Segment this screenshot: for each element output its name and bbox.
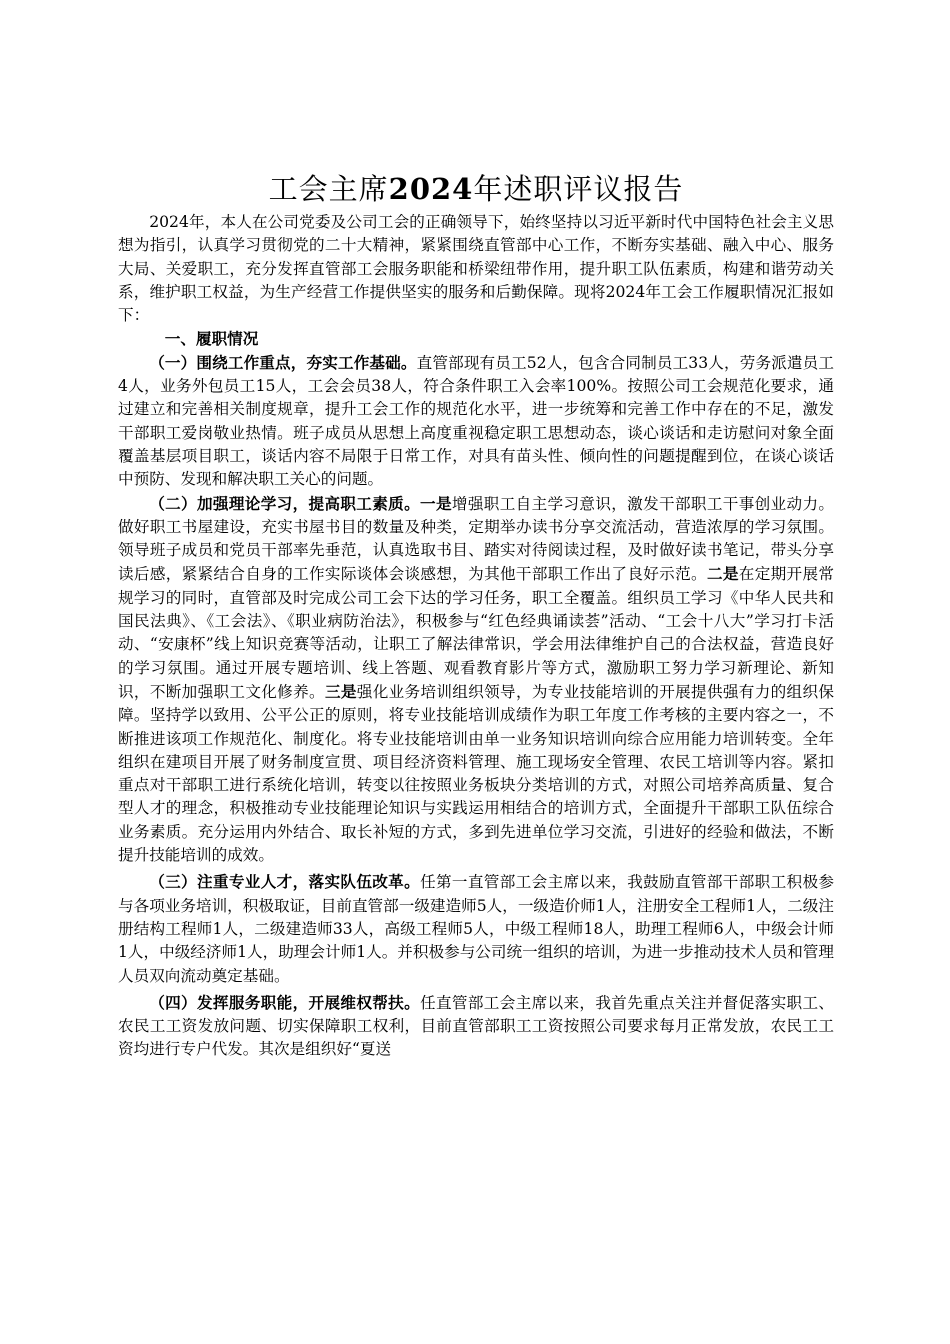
keyword-third: 三是 (324, 681, 357, 701)
body-work-focus: 直管部现有员工52人，包含合同制员工33人，劳务派遣员工4人，业务外包员工15人，工会会员38人，符合条件职工入会率100%。按照公司工会规范化要求，通过建立和完善相关制度规章，提升工会工作的规范化水平，进一步统筹和完善工作中存在的不足，激发干部职工爱岗敬业热情。班子成员从思想上高度重视稳定职工思想动态，谈心谈话和走访慰问对象全面覆盖基层项目职工，谈话内容不局限于日常工作，对具有苗头性、倾向性的问题提醒到位，在谈心谈话中预防、发现和解决职工关心的问题。 (118, 353, 834, 489)
paragraph-theory-study (118, 492, 834, 868)
body-theory-study-1: 增强职工自主学习意识，激发干部职工干事创业动力。做好职工书屋建设，充实书屋书目的数量及种类，定期举办读书分享交流活动，营造浓厚的学习氛围。领导班子成员和党员干部率先垂范，认真选取书目、踏实对待阅读过程，及时做好读书笔记，带头分享读后感，紧紧结合自身的工作实际谈体会谈感想，为其他干部职工作出了良好示范。 (118, 494, 834, 584)
subheading-professional-talent: （三）注重专业人才，落实队伍改革。 (149, 872, 421, 892)
subheading-work-focus: （一）围绕工作重点，夯实工作基础。 (149, 352, 417, 372)
paragraph-professional-talent (118, 870, 834, 987)
keyword-first: 一是 (420, 493, 452, 513)
body-professional-talent: 任第一直管部工会主席以来，我鼓励直管部干部职工积极参与各项业务培训，积极取证，目前直管部一级建造师5人，一级造价师1人，注册安全工程师1人，二级注册结构工程师1人，二级建造师33人，高级工程师5人，中级工程师18人，助理工程师6人，中级会计师1人，中级经济师1人，助理会计师1人。并积极参与公司统一组织的培训，为进一步推动技术人员和管理人员双向流动奠定基础。 (118, 873, 834, 985)
body-theory-study-3: 强化业务培训组织领导，为专业技能培训的开展提供强有力的组织保障。坚持学以致用、公平公正的原则，将专业技能培训成绩作为职工年度工作考核的主要内容之一，不断推进该项工作规范化、制度化。将专业技能培训由单一业务知识培训向综合应用能力培训转变。全年组织在建项目开展了财务制度宣贯、项目经济资料管理、施工现场安全管理、农民工培训等内容。紧扣重点对干部职工进行系统化培训，转变以往按照业务板块分类培训的方式，对照公司培养高质量、复合型人才的理念，积极推动专业技能理论知识与实践运用相结合的培训方式，全面提升干部职工队伍综合业务素质。充分运用内外结合、取长补短的方式，多到先进单位学习交流，引进好的经验和做法，不断提升技能培训的成效。 (118, 682, 834, 865)
paragraph-service-rights (118, 991, 834, 1062)
section-heading-performance: 一、履职情况 (164, 329, 259, 349)
subheading-theory-study: （二）加强理论学习，提高职工素质。 (149, 493, 421, 513)
title-suffix: 年述职评议报告 (473, 172, 684, 206)
body-theory-study-2: 在定期开展常规学习的同时，直管部及时完成公司工会下达的学习任务，职工全覆盖。组织员工学习《中华人民共和国民法典》、《工会法》、《职业病防治法》，积极参与“红色经典诵读荟”活动、“工会十八大”学习打卡活动、“安康杯”线上知识竞赛等活动，让职工了解法律常识，学会用法律维护自己的合法权益，营造良好的学习氛围。通过开展专题培训、线上答题、观看教育影片等方式，激励职工努力学习新理论、新知识，不断加强职工文化修养。 (118, 565, 834, 701)
intro-paragraph: 2024年，本人在公司党委及公司工会的正确领导下，始终坚持以习近平新时代中国特色社会主义思想为指引，认真学习贯彻党的二十大精神，紧紧围绕直管部中心工作，不断夯实基础、融入中心、服务大局、关爱职工，充分发挥直管部工会服务职能和桥梁纽带作用，提升职工队伍素质，构建和谐劳动关系，维护职工权益，为生产经营工作提供坚实的服务和后勤保障。现将2024年工会工作履职情况汇报如下： (118, 213, 834, 325)
document-title (118, 168, 834, 210)
body-service-rights: 任直管部工会主席以来，我首先重点关注并督促落实职工、农民工工资发放问题、切实保障职工权利，目前直管部职工工资按照公司要求每月正常发放，农民工工资均进行专户代发。其次是组织好“夏送 (118, 993, 834, 1059)
keyword-second: 二是 (706, 564, 739, 584)
title-prefix: 工会主席 (268, 172, 389, 206)
document-page (118, 168, 834, 1062)
subheading-service-rights: （四）发挥服务职能，开展维权帮扶。 (149, 992, 421, 1012)
title-year: 2024 (388, 172, 474, 206)
paragraph-work-focus (118, 351, 834, 492)
